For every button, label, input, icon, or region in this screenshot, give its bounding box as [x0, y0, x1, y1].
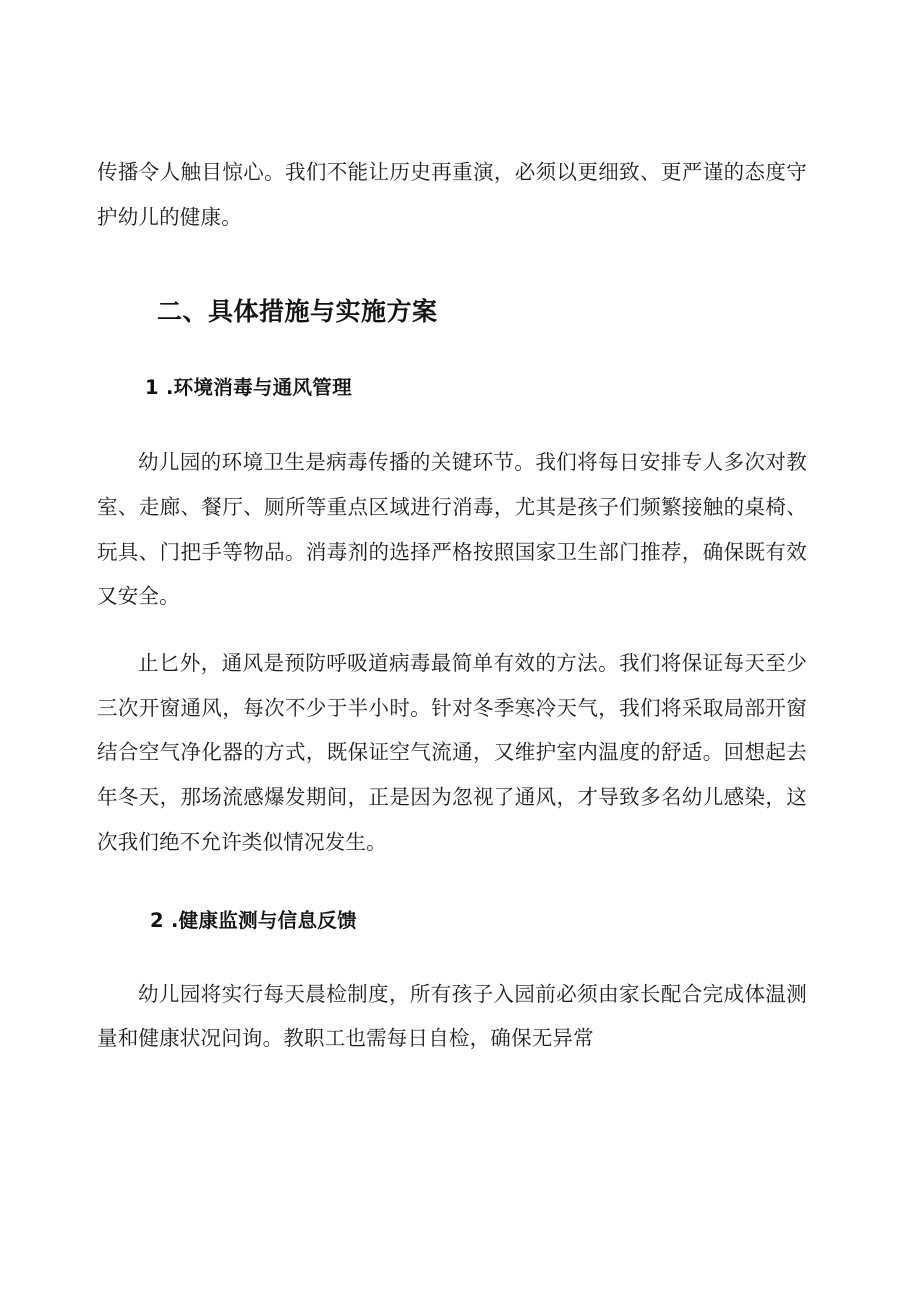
paragraph-ventilation: 止匕外，通风是预防呼吸道病毒最简单有效的方法。我们将保证每天至少三次开窗通风，每次不少于半小时。针对冬季寒冷天气，我们将采取局部开窗结合空气净化器的方式，既保证空气流通，又维护室内温度的舒适。回想起去年冬天，那场流感爆发期间，正是因为忽视了通风，才导致多名幼儿感染，这次我们绝不允许类似情况发生。	[97, 650, 807, 854]
subheading-environment-disinfection: 1 .环境消毒与通风管理	[145, 375, 352, 399]
spacer	[97, 239, 807, 293]
spacer	[97, 864, 807, 906]
lead-paragraph: 传播令人触目惊心。我们不能让历史再重演，必须以更细致、更严谨的态度守护幼儿的健康。	[97, 160, 807, 229]
section-heading-two: 二、具体措施与实施方案	[157, 297, 438, 327]
paragraph-environment-hygiene: 幼儿园的环境卫生是病毒传播的关键环节。我们将每日安排专人多次对教室、走廊、餐厅、厕所等重点区域进行消毒，尤其是孩子们频繁接触的桌椅、玩具、门把手等物品。消毒剂的选择严格按照国家卫生部门推荐，确保既有效又安全。	[97, 450, 807, 609]
spacer	[97, 402, 807, 440]
spacer	[97, 331, 807, 373]
spacer	[97, 936, 807, 972]
paragraph-morning-check: 幼儿园将实行每天晨检制度，所有孩子入园前必须由家长配合完成体温测量和健康状况问询。教职工也需每日自检，确保无异常	[97, 981, 807, 1051]
page-content-area	[97, 150, 807, 1061]
subheading-health-monitoring: 2 .健康监测与信息反馈	[150, 909, 357, 933]
spacer	[97, 619, 807, 641]
